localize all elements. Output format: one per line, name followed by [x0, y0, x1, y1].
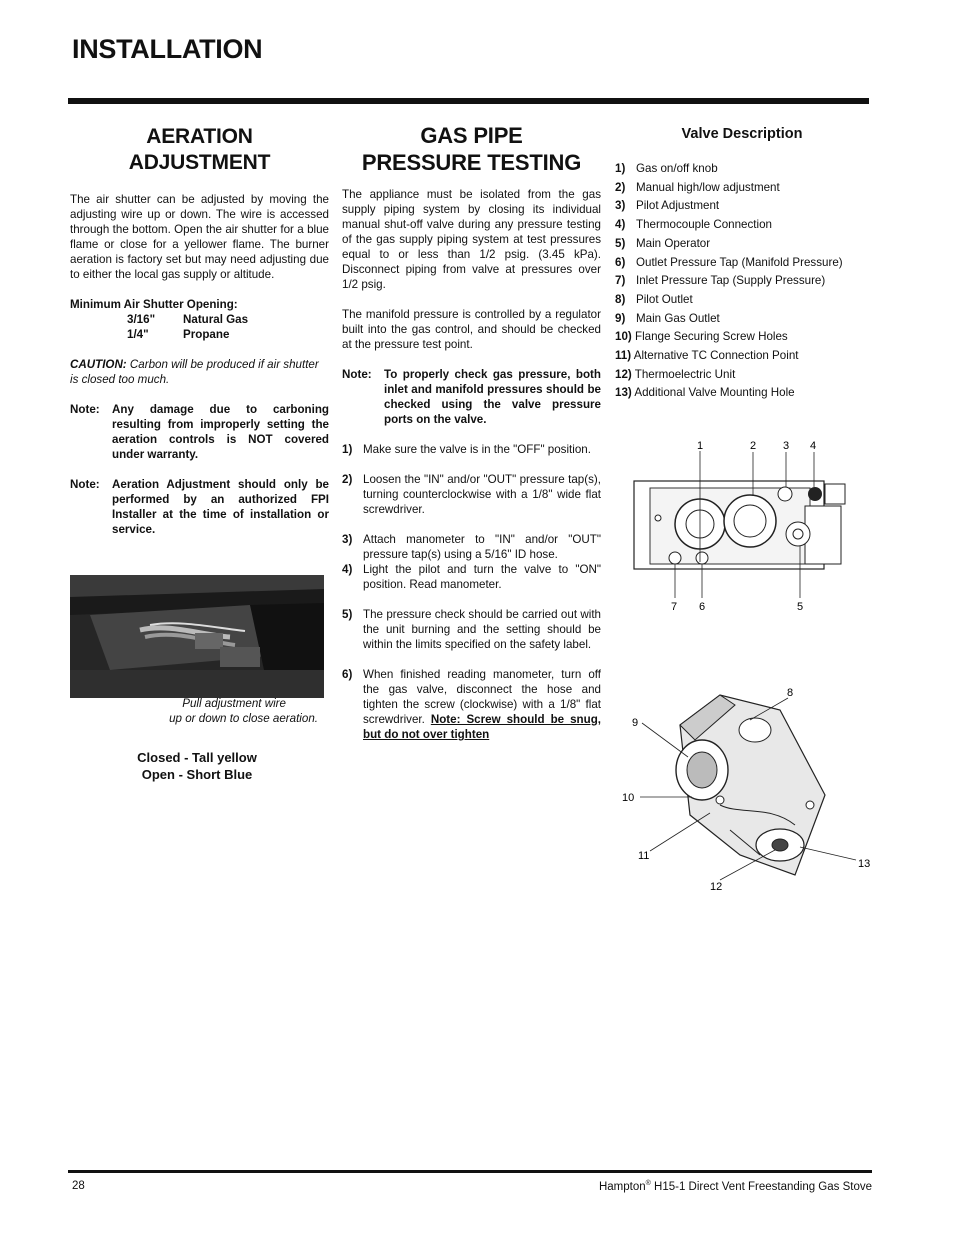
callout-10: 10 — [622, 792, 635, 804]
valve-item-number: 2) — [615, 180, 626, 194]
pressure-heading — [342, 122, 601, 176]
callout-12: 12 — [710, 881, 723, 893]
min-shutter-title: Minimum Air Shutter Opening: — [70, 298, 238, 311]
valve-list-item — [615, 366, 875, 385]
caution-label: CAUTION: — [70, 358, 127, 371]
valve-list-item — [615, 384, 875, 403]
aeration-heading-line1: AERATION — [146, 125, 253, 148]
valve-item-text: Gas on/off knob — [636, 162, 718, 175]
aeration-section — [70, 124, 329, 537]
pressure-step — [342, 562, 601, 592]
valve-item-text: Alternative TC Connection Point — [633, 349, 799, 363]
note-text: To properly check gas pressure, both inlet and manifold pressures should be checked using the valve pressure ports on the valve. — [384, 368, 601, 426]
valve-item-text: Thermoelectric Unit — [634, 367, 736, 381]
footer-product: H15-1 Direct Vent Freestanding Gas Stove — [650, 1180, 872, 1193]
step-number: 5) — [342, 608, 353, 621]
caution-text — [70, 357, 329, 387]
callout-2: 2 — [750, 440, 757, 452]
pressure-step — [342, 472, 601, 517]
valve-list-item — [615, 328, 875, 347]
pressure-step — [342, 532, 601, 562]
valve-list-item — [615, 291, 875, 310]
valve-item-text: Thermocouple Connection — [636, 218, 772, 232]
valve-list-item — [615, 197, 875, 216]
pressure-para2: The manifold pressure is controlled by a regulator built into the gas control, and should be checked at the pressure test point. — [342, 308, 601, 351]
valve-item-text: Pilot Outlet — [636, 292, 693, 306]
valve-list-item — [615, 179, 875, 198]
note-label: Note: — [342, 368, 372, 381]
step-number: 3) — [342, 533, 353, 546]
note-warranty — [70, 402, 329, 462]
footer-product-title — [599, 1180, 872, 1193]
min-shutter-size: 3/16" — [127, 313, 156, 326]
valve-list-item — [615, 235, 875, 254]
photo-caption — [70, 696, 324, 726]
callout-3: 3 — [783, 440, 790, 452]
callout-6: 6 — [699, 601, 706, 613]
aeration-photo-image — [70, 575, 324, 698]
valve-item-number: 12) — [615, 367, 632, 381]
note-text: Aeration Adjustment should only be performed by an authorized FPI Installer at the time of installation or service. — [112, 478, 329, 536]
min-shutter-gas: Natural Gas — [183, 313, 249, 326]
min-shutter-size: 1/4" — [127, 328, 149, 341]
flame-legend — [70, 749, 324, 783]
aeration-intro: The air shutter can be adjusted by moving the adjusting wire up or down. The wire is accessed through the bottom. Open the air shutter for a blue flame or close for a yellower flame. The burner aeration is factory set but may need adjusting due to either the local gas supply or altitude. — [70, 193, 329, 281]
step-text — [363, 667, 601, 742]
pressure-step — [342, 607, 601, 652]
pressure-heading-line1: GAS PIPE — [420, 123, 523, 148]
pressure-heading-line2: PRESSURE TESTING — [361, 150, 582, 175]
registered-mark: ® — [645, 1180, 651, 1187]
pressure-section — [342, 122, 601, 742]
step-text: Loosen the "IN" and/or "OUT" pressure tap(s), turning counterclockwise with a 1/8" wide flat screwdriver. — [363, 473, 601, 516]
valve-item-text: Main Gas Outlet — [636, 311, 720, 325]
page-number: 28 — [72, 1180, 85, 1192]
step-number: 1) — [342, 443, 353, 456]
callout-7: 7 — [671, 601, 678, 613]
min-shutter-gas: Propane — [183, 328, 230, 341]
valve-section — [615, 126, 875, 403]
valve-item-number: 9) — [615, 311, 626, 325]
valve-list — [615, 160, 875, 403]
valve-item-text: Flange Securing Screw Holes — [635, 330, 788, 344]
pressure-step — [342, 667, 601, 742]
valve-item-text: Additional Valve Mounting Hole — [634, 386, 795, 400]
aeration-heading — [70, 124, 329, 176]
valve-item-number: 3) — [615, 199, 626, 213]
step-number: 6) — [342, 668, 353, 681]
note-text: Any damage due to carboning resulting from improperly setting the aeration controls is NOT covered under warranty. — [112, 403, 329, 461]
valve-list-item — [615, 160, 875, 179]
step-text: Make sure the valve is in the "OFF" position. — [363, 443, 591, 456]
min-shutter-row — [70, 312, 329, 327]
min-shutter-block — [70, 297, 329, 342]
aeration-heading-line2: ADJUSTMENT — [128, 151, 271, 174]
open-label: Open - Short Blue — [141, 767, 253, 782]
callout-5: 5 — [797, 601, 804, 613]
valve-item-number: 1) — [615, 162, 626, 175]
valve-item-text: Manual high/low adjustment — [636, 180, 780, 194]
step-text: Attach manometer to "IN" and/or "OUT" pressure tap(s) using a 5/16" ID hose. — [363, 533, 601, 561]
pressure-note — [342, 367, 601, 427]
valve-list-item — [615, 310, 875, 329]
callout-9: 9 — [632, 717, 639, 729]
callout-11: 11 — [638, 850, 650, 862]
valve-heading: Valve Description — [681, 126, 803, 142]
note-installer — [70, 477, 329, 537]
valve-item-number: 6) — [615, 255, 626, 269]
callout-8: 8 — [787, 687, 794, 699]
valve-item-text: Inlet Pressure Tap (Supply Pressure) — [636, 274, 826, 288]
valve-iso-drawing — [620, 685, 875, 895]
page-title: INSTALLATION — [72, 34, 263, 64]
step-text: Light the pilot and turn the valve to "ON" position. Read manometer. — [363, 563, 601, 591]
pressure-step — [342, 442, 601, 457]
valve-list-item — [615, 254, 875, 273]
valve-top-diagram — [620, 436, 860, 616]
valve-top-drawing — [620, 436, 860, 616]
valve-item-number: 7) — [615, 274, 626, 288]
closed-label: Closed - Tall yellow — [137, 750, 257, 765]
valve-iso-diagram — [620, 685, 875, 895]
callout-4: 4 — [810, 440, 817, 452]
aeration-photo — [70, 575, 324, 698]
valve-list-item — [615, 347, 875, 366]
valve-item-number: 13) — [615, 386, 632, 400]
valve-item-number: 8) — [615, 292, 626, 306]
footer-brand: Hampton — [598, 1180, 646, 1193]
valve-item-number: 10) — [615, 330, 632, 344]
note-label: Note: — [70, 478, 100, 491]
valve-item-number: 4) — [615, 218, 626, 232]
photo-caption-line1: Pull adjustment wire — [182, 697, 286, 710]
valve-item-number: 5) — [615, 236, 626, 250]
step-emphasis: Note: Screw should be snug, but do not over tighten — [363, 713, 602, 741]
pressure-para1: The appliance must be isolated from the gas supply piping system by closing its individual manual shut-off valve during any pressure testing of the gas supply piping system at test pressures equal to or less than 1/2 psig. (3.45 kPa). Disconnect piping from valve at pressures over 1/2 psig. — [342, 188, 601, 291]
valve-item-text: Pilot Adjustment — [636, 199, 720, 213]
callout-13: 13 — [858, 858, 871, 870]
caution-body: Carbon will be produced if air shutter is closed too much. — [70, 358, 319, 386]
header-rule — [68, 98, 869, 104]
photo-caption-line2: up or down to close aeration. — [169, 712, 318, 725]
valve-list-item — [615, 216, 875, 235]
callout-1: 1 — [697, 440, 704, 452]
step-number: 2) — [342, 473, 353, 486]
valve-item-text: Outlet Pressure Tap (Manifold Pressure) — [636, 255, 843, 269]
step-text: The pressure check should be carried out with the unit burning and the setting should be within the limits specified on the safety label. — [363, 608, 601, 651]
step-text-body: When finished reading manometer, turn off the gas valve, disconnect the hose and tighten the screw (clockwise) with a 1/8" flat screwdriver. — [363, 668, 601, 726]
step-number: 4) — [342, 563, 353, 576]
valve-list-item — [615, 272, 875, 291]
valve-item-number: 11) — [615, 349, 632, 363]
footer-rule — [68, 1170, 872, 1173]
valve-item-text: Main Operator — [636, 236, 711, 250]
min-shutter-row — [70, 327, 329, 342]
note-label: Note: — [70, 403, 100, 416]
